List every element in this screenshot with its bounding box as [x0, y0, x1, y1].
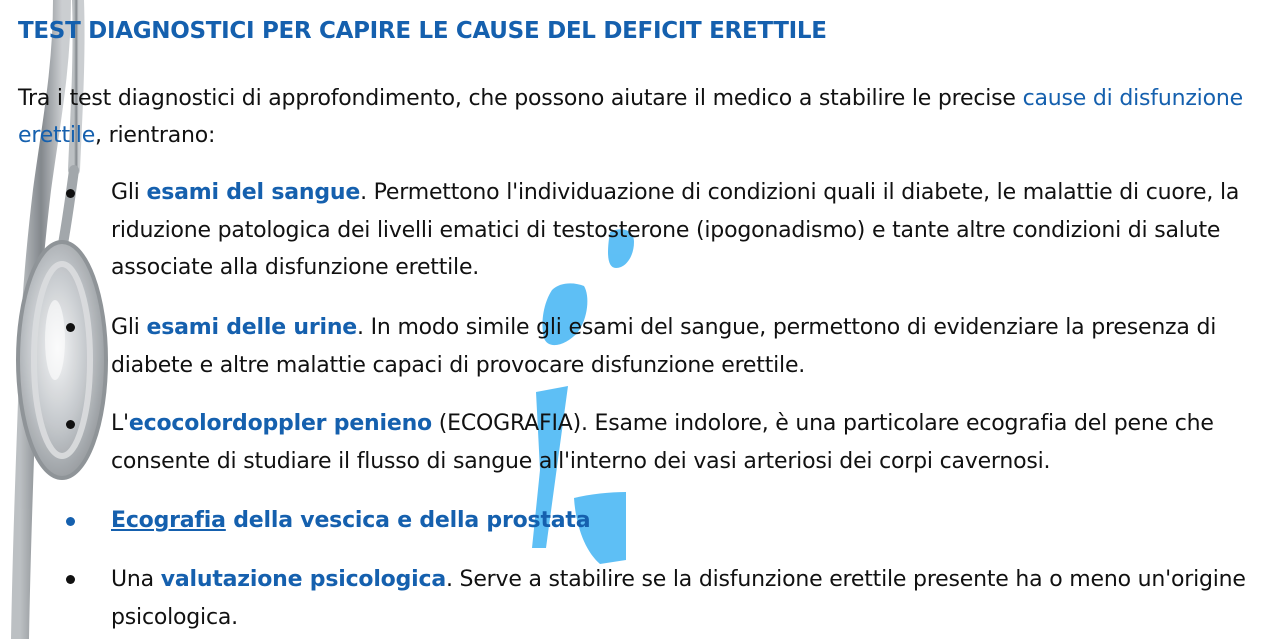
bullet-dot: [66, 517, 75, 526]
item-description: . In modo simile gli esami del sangue, permettono di evidenziare la presenza di diabete e altre malattie capaci di provocare disfunzione erettile.: [111, 315, 1217, 378]
list-item-text: [111, 174, 1276, 287]
intro-paragraph: [18, 80, 1258, 154]
item-prefix: Una: [111, 567, 161, 592]
esami-delle-urine-link[interactable]: esami delle urine: [146, 315, 358, 340]
item-description: (ECOGRAFIA). Esame indolore, è una particolare ecografia del pene che consente di studiare il flusso di sangue all'interno dei vasi arteriosi dei corpi cavernosi.: [111, 411, 1214, 474]
ecocolordoppler-link[interactable]: ecocolordoppler penieno: [128, 411, 432, 436]
list-item-text: [111, 405, 1276, 480]
list-item-text: [111, 502, 1276, 540]
list-item-text: [111, 309, 1276, 384]
valutazione-psicologica-link[interactable]: valutazione psicologica: [160, 567, 446, 592]
esami-del-sangue-link[interactable]: esami del sangue: [146, 180, 361, 205]
bullet-dot: [66, 575, 75, 584]
bullet-dot: [66, 189, 75, 198]
list-item-text: [111, 561, 1276, 636]
ecografia-link[interactable]: Ecografia: [111, 508, 226, 533]
intro-text: Tra i test diagnostici di approfondimento, che possono aiutare il medico a stabilire le precise: [18, 86, 1023, 111]
cause-disfunzione-link[interactable]: cause di disfunzione erettile: [18, 86, 1243, 148]
item-description: . Permettono l'individuazione di condizioni quali il diabete, le malattie di cuore, la riduzione patologica dei livelli ematici di testosterone (ipogonadismo) e tante altre condizioni di salute associate alla disfunzione erettile.: [111, 180, 1240, 280]
item-prefix: L': [111, 411, 129, 436]
page-title: TEST DIAGNOSTICI PER CAPIRE LE CAUSE DEL DEFICIT ERETTILE: [18, 18, 827, 44]
bullet-dot: [66, 420, 75, 429]
vescica-prostata-text: della vescica e della prostata: [225, 508, 591, 533]
item-description: . Serve a stabilire se la disfunzione erettile presente ha o meno un'origine psicologica.: [111, 567, 1246, 630]
bullet-dot: [66, 323, 75, 332]
item-prefix: Gli: [111, 180, 147, 205]
item-prefix: Gli: [111, 315, 147, 340]
intro-text-end: , rientrano:: [95, 123, 216, 148]
